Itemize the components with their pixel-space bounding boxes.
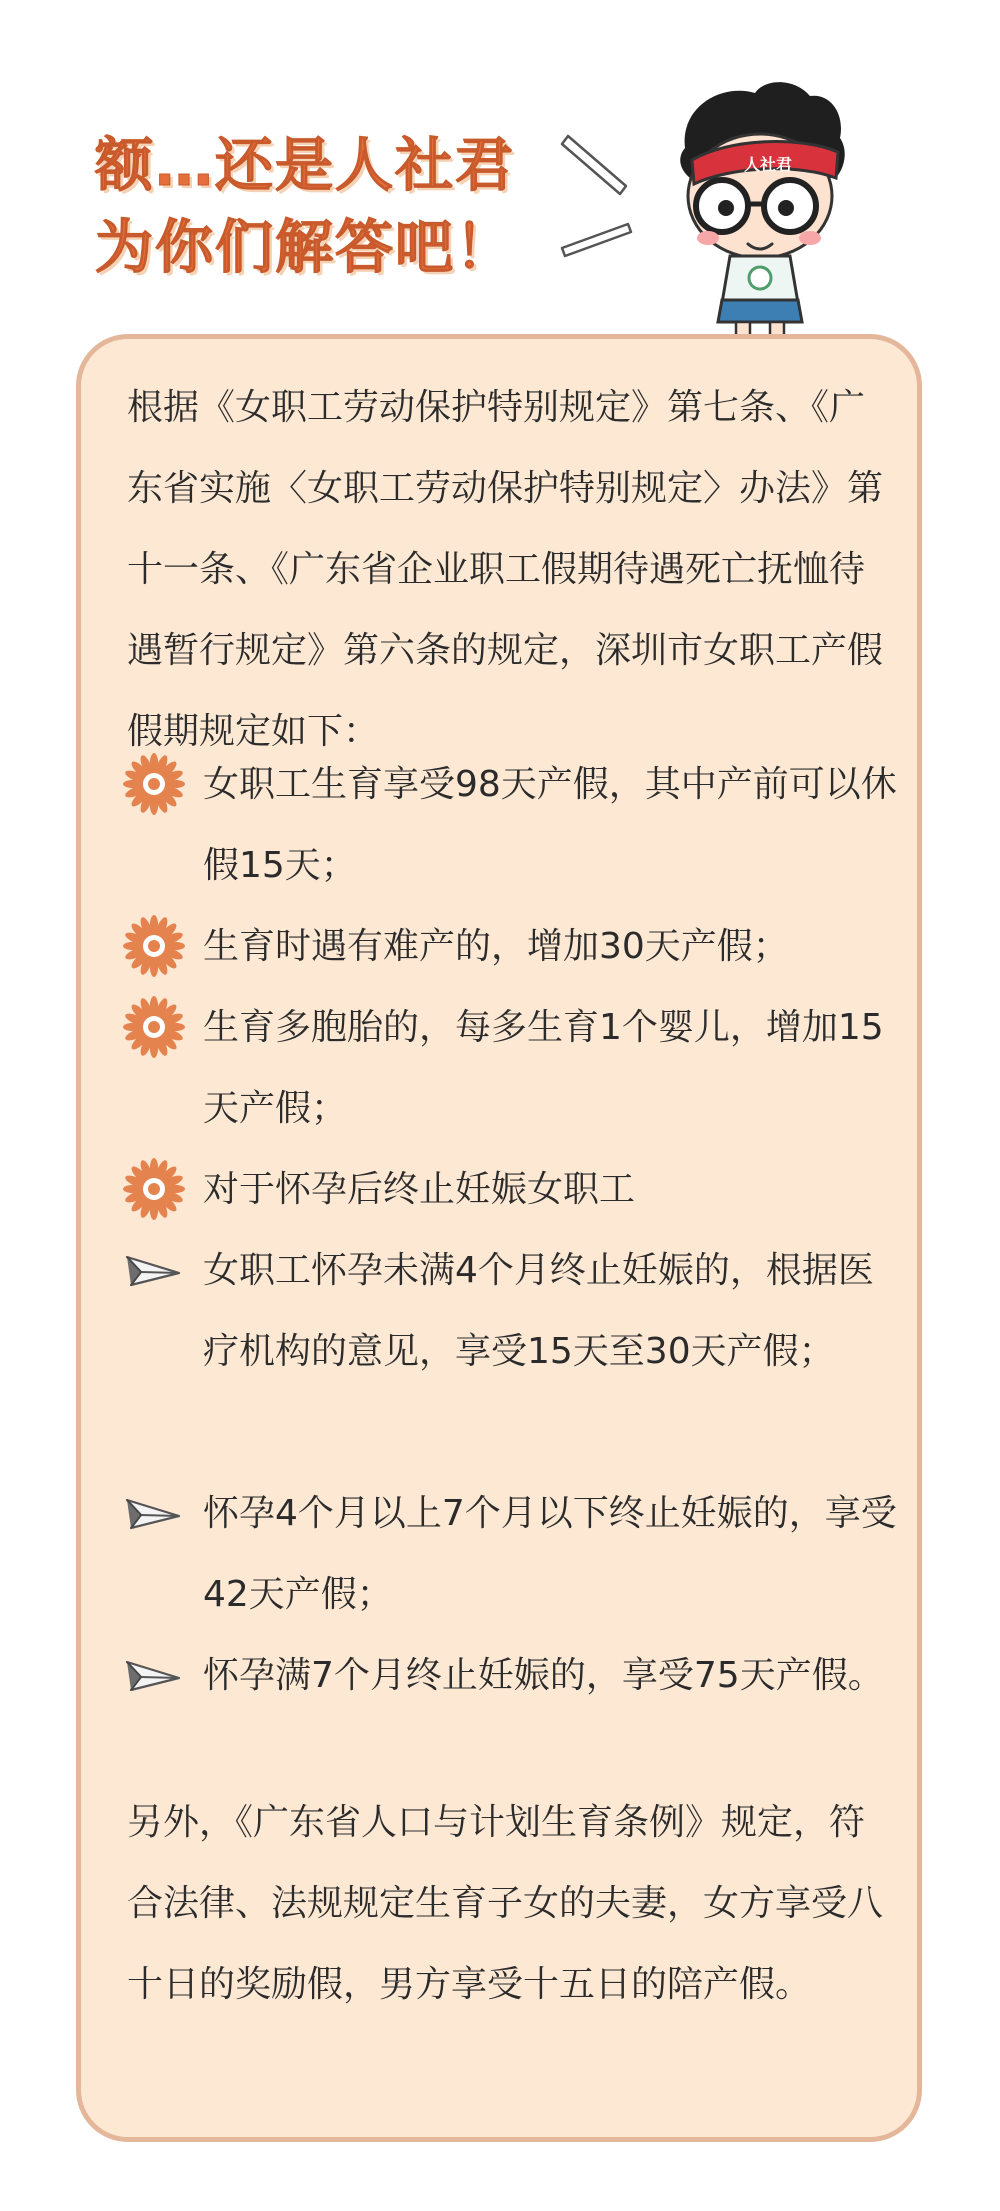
speech-lines-icon bbox=[560, 130, 650, 270]
list-item-text: 女职工怀孕未满4个月终止妊娠的，根据医疗机构的意见，享受15天至30天产假； bbox=[203, 1250, 874, 1372]
list-item-text: 生育时遇有难产的，增加30天产假； bbox=[203, 926, 789, 967]
list-item-text: 怀孕满7个月终止妊娠的，享受75天产假。 bbox=[203, 1655, 884, 1696]
list-item-text: 对于怀孕后终止妊娠女职工 bbox=[203, 1169, 636, 1210]
paper-plane-icon bbox=[121, 1237, 187, 1303]
flower-icon bbox=[121, 751, 187, 817]
title-line-1: 额…还是人社君 bbox=[95, 131, 516, 199]
header bbox=[0, 0, 1000, 340]
list-item-text: 生育多胞胎的，每多生育1个婴儿，增加15天产假； bbox=[203, 1007, 884, 1129]
list-item-text: 女职工生育享受98天产假，其中产前可以休假15天； bbox=[203, 764, 897, 886]
headband-label: 人社君 bbox=[743, 155, 793, 174]
paper-plane-icon bbox=[121, 1480, 187, 1546]
mascot-illustration bbox=[660, 78, 860, 340]
content-card bbox=[76, 334, 922, 2142]
title-line-2: 为你们解答吧！ bbox=[95, 213, 516, 281]
list-item-text: 怀孕4个月以上7个月以下终止妊娠的，享受42天产假； bbox=[203, 1493, 897, 1615]
flower-icon bbox=[121, 994, 187, 1060]
flower-icon bbox=[121, 913, 187, 979]
paper-plane-icon bbox=[121, 1642, 187, 1708]
flower-icon bbox=[121, 1156, 187, 1222]
outro-paragraph: 另外，《广东省人口与计划生育条例》规定，符合法律、法规规定生育子女的夫妻，女方享受八十日的奖励假，男方享受十五日的陪产假。 bbox=[127, 1802, 884, 2005]
intro-paragraph: 根据《女职工劳动保护特别规定》第七条、《广东省实施〈女职工劳动保护特别规定〉办法》第十一条、《广东省企业职工假期待遇死亡抚恤待遇暂行规定》第六条的规定，深圳市女职工产假假期规定如下： bbox=[127, 387, 884, 752]
